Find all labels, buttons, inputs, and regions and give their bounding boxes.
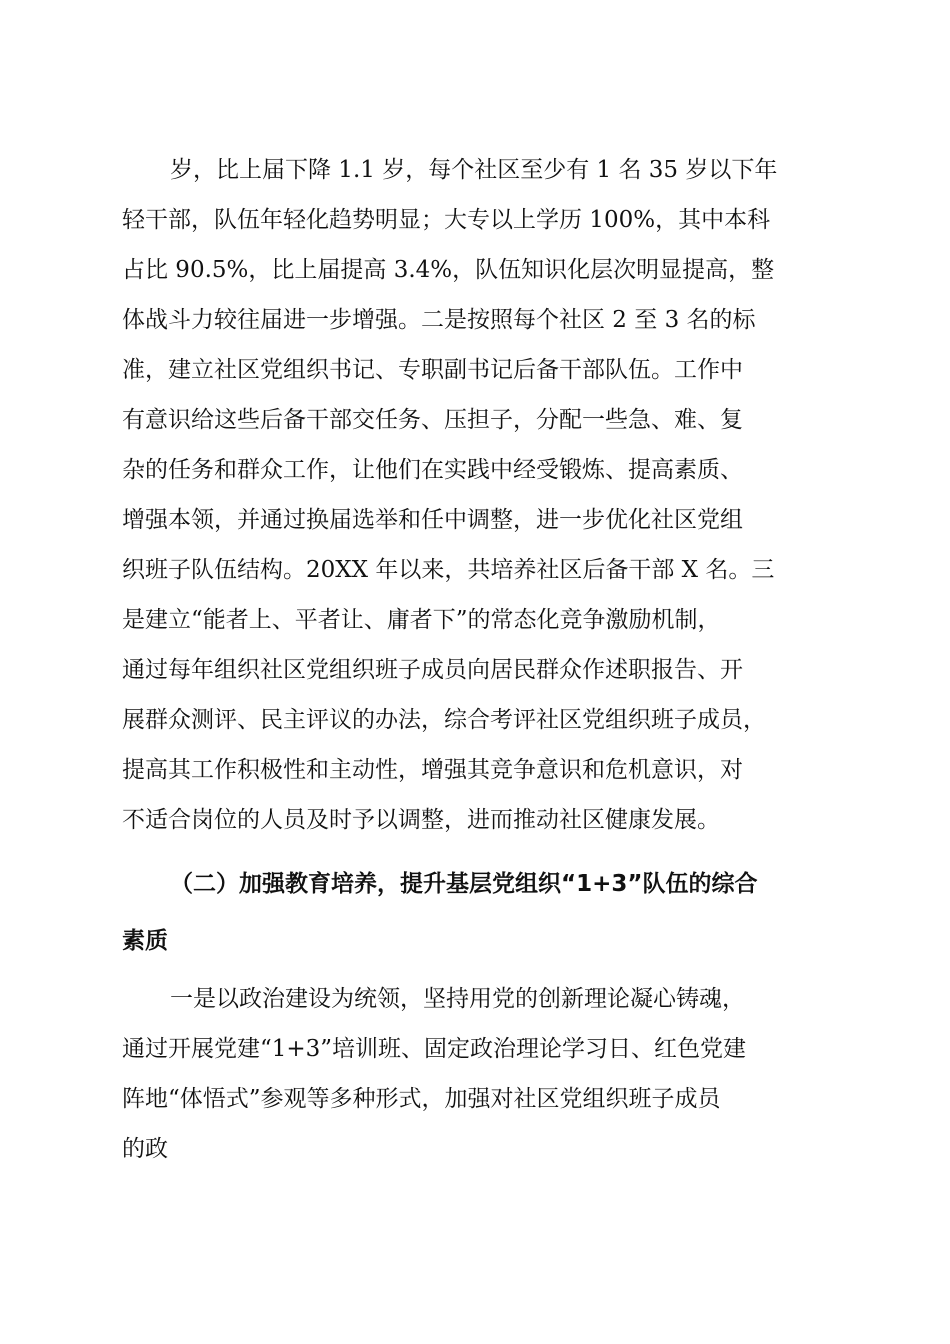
text-line xyxy=(0,500,950,540)
text-line xyxy=(0,1079,950,1119)
section-heading-line xyxy=(0,864,950,904)
text-line-content: 通过每年组织社区党组织班子成员向居民群众作述职报告、开 xyxy=(122,657,743,683)
text-line-content: 体战斗力较往届进一步增强。二是按照每个社区 2 至 3 名的标 xyxy=(122,307,756,333)
text-line xyxy=(0,550,950,590)
text-line-content: 一是以政治建设为统领，坚持用党的创新理论凝心铸魂， xyxy=(170,986,745,1012)
text-line xyxy=(0,400,950,440)
text-line xyxy=(0,979,950,1019)
text-line xyxy=(0,200,950,240)
text-line-content: 占比 90.5%，比上届提高 3.4%，队伍知识化层次明显提高，整 xyxy=(122,257,775,283)
text-line-content: 岁，比上届下降 1.1 岁，每个社区至少有 1 名 35 岁以下年 xyxy=(170,157,778,183)
section-heading-text: （二）加强教育培养，提升基层党组织“1+3”队伍的综合 xyxy=(170,871,758,897)
text-line xyxy=(0,300,950,340)
text-line xyxy=(0,650,950,690)
section-heading-text: 素质 xyxy=(122,928,168,954)
text-line-content: 是建立“能者上、平者让、庸者下”的常态化竞争激励机制， xyxy=(122,607,721,633)
text-line-content: 杂的任务和群众工作，让他们在实践中经受锻炼、提高素质、 xyxy=(122,457,743,483)
text-line-content: 的政 xyxy=(122,1136,168,1162)
text-line xyxy=(0,600,950,640)
text-line xyxy=(0,1129,950,1169)
text-line-content: 轻干部，队伍年轻化趋势明显；大专以上学历 100%，其中本科 xyxy=(122,207,771,233)
text-line xyxy=(0,450,950,490)
text-line-content: 增强本领，并通过换届选举和任中调整，进一步优化社区党组 xyxy=(122,507,743,533)
text-line xyxy=(0,750,950,790)
text-line-content: 展群众测评、民主评议的办法，综合考评社区党组织班子成员， xyxy=(122,707,766,733)
text-line-content: 织班子队伍结构。20XX 年以来，共培养社区后备干部 X 名。三 xyxy=(122,557,775,583)
text-line xyxy=(0,250,950,290)
text-line-content: 不适合岗位的人员及时予以调整，进而推动社区健康发展。 xyxy=(122,807,720,833)
text-line xyxy=(0,800,950,840)
text-line-content: 有意识给这些后备干部交任务、压担子，分配一些急、难、复 xyxy=(122,407,743,433)
text-line-content: 提高其工作积极性和主动性，增强其竞争意识和危机意识，对 xyxy=(122,757,743,783)
text-line xyxy=(0,700,950,740)
text-line-content: 准，建立社区党组织书记、专职副书记后备干部队伍。工作中 xyxy=(122,357,743,383)
text-line xyxy=(0,1029,950,1069)
text-line-content: 通过开展党建“1+3”培训班、固定政治理论学习日、红色党建 xyxy=(122,1036,747,1062)
section-heading-line xyxy=(0,921,950,961)
text-line xyxy=(0,150,950,190)
text-line-content: 阵地“体悟式”参观等多种形式，加强对社区党组织班子成员 xyxy=(122,1086,721,1112)
text-line xyxy=(0,350,950,390)
